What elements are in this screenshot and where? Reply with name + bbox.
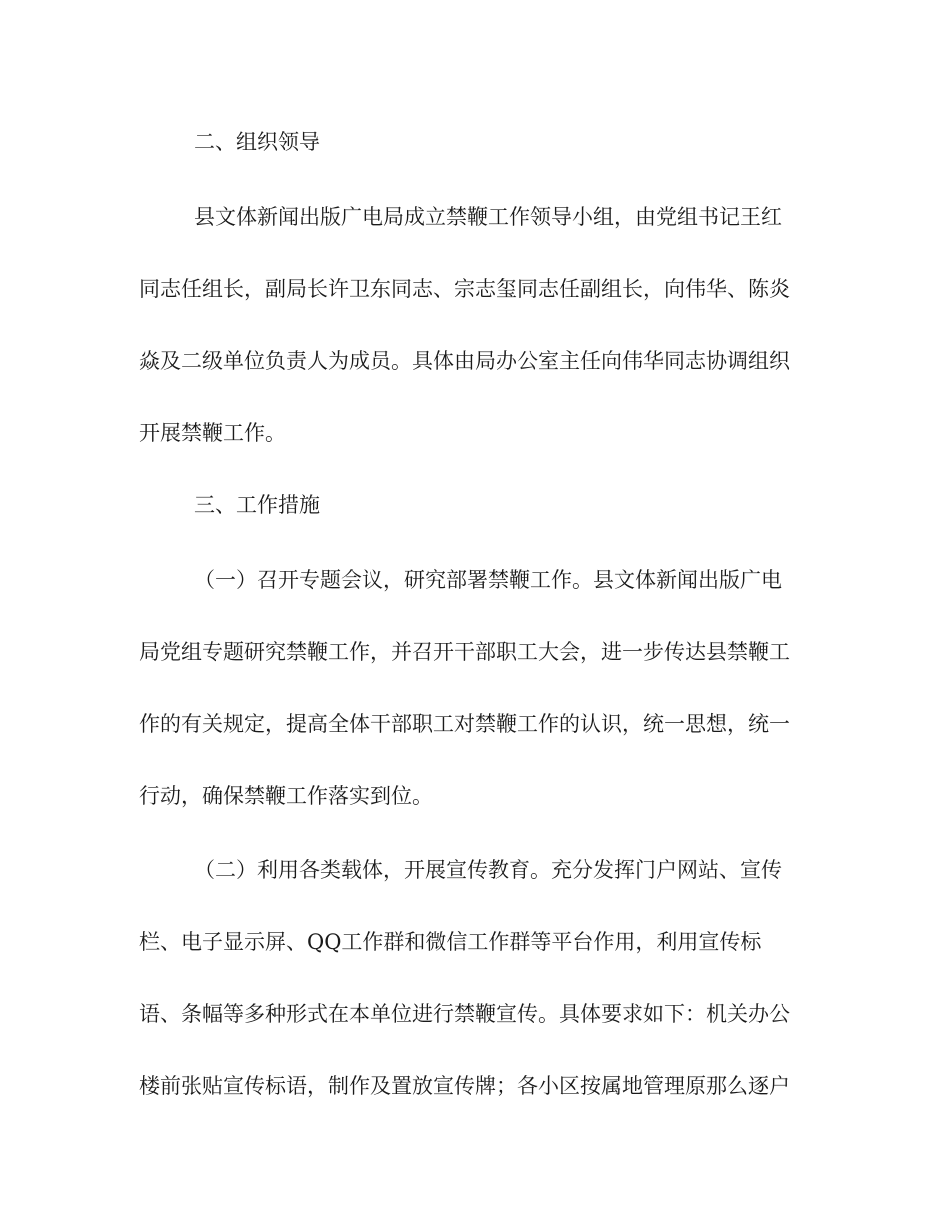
paragraph-line: 县文体新闻出版广电局成立禁鞭工作领导小组，由党组书记王红: [194, 205, 782, 229]
paragraph-line: 开展禁鞭工作。: [139, 421, 286, 445]
paragraph-line: 作的有关规定，提高全体干部职工对禁鞭工作的认识，统一思想，统一: [139, 712, 790, 736]
section-heading-measures: 三、工作措施: [194, 493, 320, 517]
paragraph-line: （一）召开专题会议，研究部署禁鞭工作。县文体新闻出版广电: [194, 568, 782, 592]
paragraph-line: 局党组专题研究禁鞭工作，并召开干部职工大会，进一步传达县禁鞭工: [139, 640, 790, 664]
paragraph-line: 焱及二级单位负责人为成员。具体由局办公室主任向伟华同志协调组织: [139, 349, 790, 373]
section-heading-organization: 二、组织领导: [194, 130, 320, 154]
paragraph-line: （二）利用各类载体，开展宣传教育。充分发挥门户网站、宣传: [194, 858, 782, 882]
paragraph-line: 同志任组长，副局长许卫东同志、宗志玺同志任副组长，向伟华、陈炎: [139, 277, 790, 301]
paragraph-line: 栏、电子显示屏、QQ工作群和微信工作群等平台作用，利用宣传标: [139, 930, 762, 954]
paragraph-line: 行动，确保禁鞭工作落实到位。: [139, 784, 433, 808]
paragraph-line: 楼前张贴宣传标语，制作及置放宣传牌；各小区按属地管理原那么逐户: [139, 1074, 790, 1098]
paragraph-line: 语、条幅等多种形式在本单位进行禁鞭宣传。具体要求如下：机关办公: [139, 1002, 790, 1026]
